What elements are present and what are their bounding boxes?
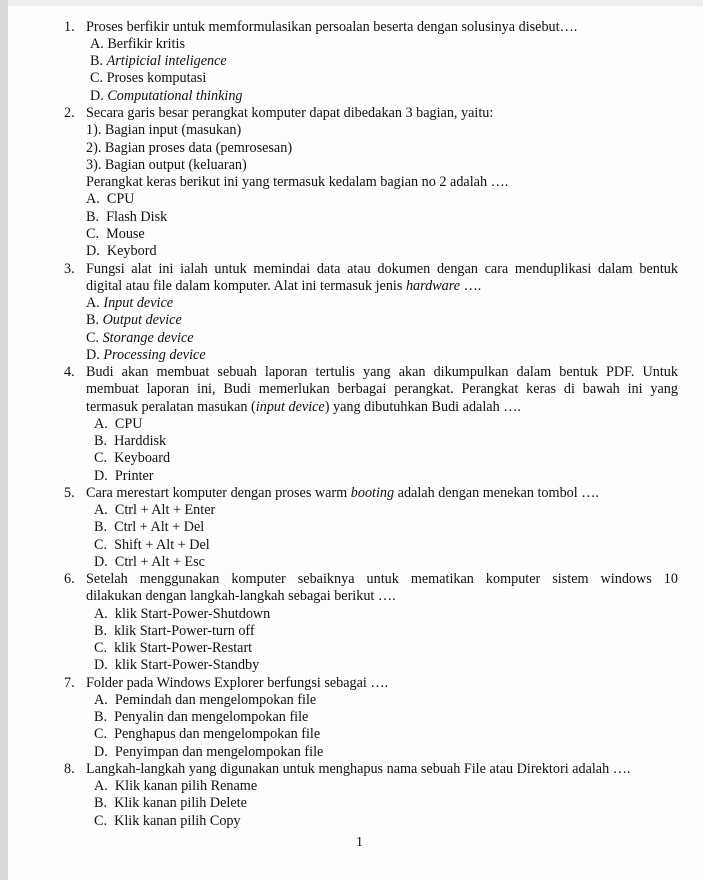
question-text: digital atau file dalam komputer. Alat ini termasuk jenis hardware …. (86, 278, 482, 294)
option: A. CPU (86, 191, 135, 207)
option: D. Processing device (86, 347, 206, 363)
option: C. Shift + Alt + Del (94, 537, 210, 553)
question-text: dilakukan dengan langkah-langkah sebagai berikut …. (86, 588, 396, 604)
question-8: 8. Langkah-langkah yang digunakan untuk menghapus nama sebuah File atau Direktori adalah …. (64, 761, 631, 777)
option: A. CPU (94, 416, 143, 432)
option: D. Printer (94, 468, 154, 484)
option: D. Keybord (86, 243, 157, 259)
option: C. Keyboard (94, 450, 171, 466)
option: C. Storange device (86, 330, 194, 346)
page-number: 1 (356, 835, 363, 850)
question-3: 3. Fungsi alat ini ialah untuk memindai data atau dokumen dengan cara menduplikasi dalam bentuk (64, 261, 678, 277)
option: A. Klik kanan pilih Rename (94, 778, 258, 794)
question-text: membuat laporan ini, Budi memerlukan berbagai perangkat. Perangkat keras di bawah ini yang (86, 381, 678, 397)
option: B. Artipicial inteligence (90, 53, 227, 69)
option: C. klik Start-Power-Restart (94, 640, 253, 656)
option: C. Penghapus dan mengelompokan file (94, 726, 321, 742)
option: B. Flash Disk (86, 209, 168, 225)
option: B. klik Start-Power-turn off (94, 623, 255, 639)
option: B. Ctrl + Alt + Del (94, 519, 205, 535)
option: B. Harddisk (94, 433, 167, 449)
question-text: 2). Bagian proses data (pemrosesan) (86, 140, 293, 156)
option: B. Klik kanan pilih Delete (94, 795, 247, 811)
option: A. klik Start-Power-Shutdown (94, 606, 271, 622)
option: A. Berfikir kritis (90, 36, 185, 52)
option: B. Output device (86, 312, 182, 328)
option: C. Proses komputasi (90, 70, 207, 86)
question-text: 1). Bagian input (masukan) (86, 122, 242, 138)
question-2: 2. Secara garis besar perangkat komputer dapat dibedakan 3 bagian, yaitu: (64, 105, 494, 121)
question-text: 3). Bagian output (keluaran) (86, 157, 247, 173)
question-4: 4. Budi akan membuat sebuah laporan tertulis yang akan dikumpulkan dalam bentuk PDF. Untuk (64, 364, 678, 380)
question-text: termasuk peralatan masukan (input device) yang dibutuhkan Budi adalah …. (86, 399, 521, 415)
option: C. Mouse (86, 226, 145, 242)
option: A. Ctrl + Alt + Enter (94, 502, 216, 518)
question-text: Perangkat keras berikut ini yang termasuk kedalam bagian no 2 adalah …. (86, 174, 509, 190)
option: D. klik Start-Power-Standby (94, 657, 260, 673)
question-5: 5. Cara merestart komputer dengan proses warm booting adalah dengan menekan tombol …. (64, 485, 599, 501)
question-1: 1. Proses berfikir untuk memformulasikan persoalan beserta dengan solusinya disebut…. (64, 19, 578, 35)
question-7: 7. Folder pada Windows Explorer berfungsi sebagai …. (64, 675, 389, 691)
question-6: 6. Setelah menggunakan komputer sebaiknya untuk mematikan komputer sistem windows 10 (64, 571, 678, 587)
page-top-edge (8, 0, 703, 6)
option: C. Klik kanan pilih Copy (94, 813, 241, 829)
option: B. Penyalin dan mengelompokan file (94, 709, 309, 725)
document-page (8, 0, 703, 880)
option: A. Input device (86, 295, 174, 311)
option: D. Computational thinking (90, 88, 243, 104)
option: A. Pemindah dan mengelompokan file (94, 692, 317, 708)
option: D. Ctrl + Alt + Esc (94, 554, 205, 570)
option: D. Penyimpan dan mengelompokan file (94, 744, 324, 760)
